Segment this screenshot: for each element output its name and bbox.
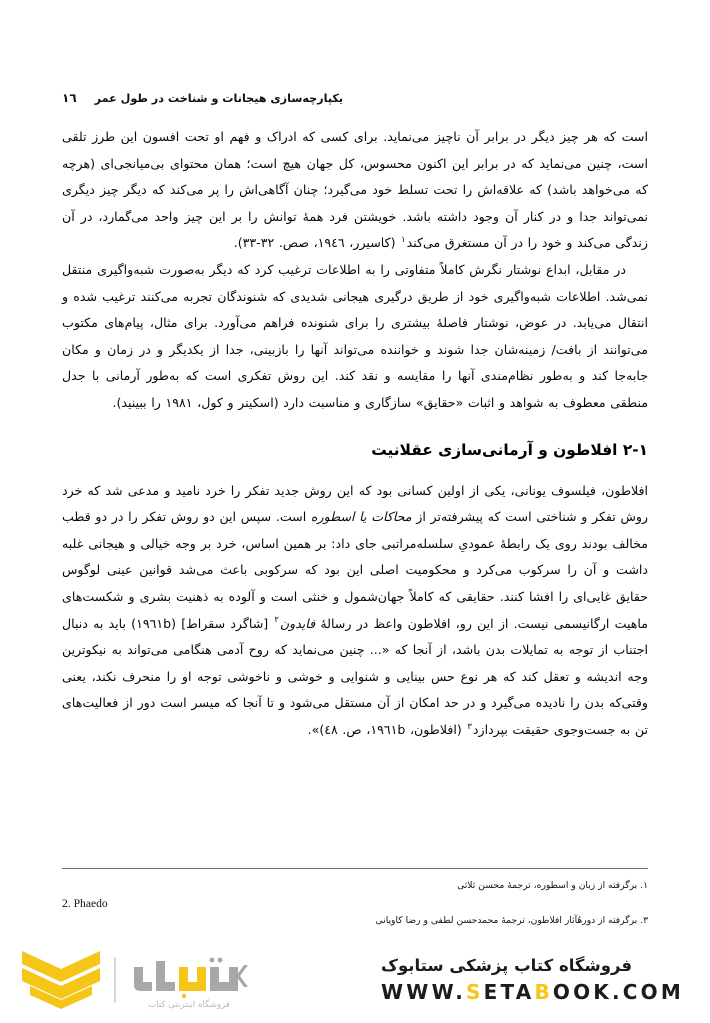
url-part-highlight: B <box>534 980 553 1004</box>
paragraph-3-part-c: [شاگرد سقراط] (۱۹٦۱b) باید به دنبال اجتناب از توجه به تمایلات بدن باشد، از آنجا که «... چنین می‌نماید که روح آدمی هنگامی می‌تواند به نیکوترین وجه اندیشه و تعقل کند که هر نوع حس بینایی و شنوایی و خوشی و ناخوشی توجه او را منحرف نکند، یعنی وقتی‌که بدن را نادیده می‌گیرد و در حد امکان از آن مستقل می‌شود و تا آنجا که میسر است دور از فعالیت‌های تن به جست‌وجوی حقیقت بپردازد <box>62 615 648 737</box>
paragraph-1-text: است که هر چیز دیگر در برابر آن ناچیز می‌نماید. برای کسی که ادراک و فهم او تحت افسون این طرز تلقی است، چنین می‌نماید که در برابر این اکنون محسوس، کل جهان هیچ است؛ همان محتوای بی‌میانجی‌ای (هرچه که می‌خواهد باشد) که علاقه‌اش را تحت تسلط خود می‌گیرد؛ چنان آگاهی‌اش را پر می‌کند که دیگر چیز دیگری نمی‌تواند جدا و در کنار آن وجود داشته باشد. خویشتن فرد همهٔ توانش را بر این چیز واحد می‌گمارد، در آن زندگی می‌کند و خود را در آن مستغرق می‌کند <box>62 129 648 251</box>
footnote-separator <box>62 868 648 869</box>
footnote-1-text: ۱. برگرفته از زبان و اسطوره، ترجمهٔ محسن ثلاثی <box>457 880 648 891</box>
paragraph-2 <box>62 257 648 417</box>
logo-divider <box>114 957 116 1003</box>
paragraph-1 <box>62 124 648 257</box>
work-title-mimesis: محاکات یا اسطوره <box>310 509 412 525</box>
url-part: ETA <box>483 980 535 1004</box>
paragraph-3 <box>62 478 648 744</box>
paragraph-2-text: در مقابل، ابداع نوشتار نگرش کاملاً متفاوتی را به اطلاعات ترغیب کرد که دیگر به‌صورت شبه‌واگیری منتقل نمی‌شد. اطلاعات شبه‌واگیری خود از طریق درگیری هیجانی شدیدی که شنوندگان تجربه می‌کنند ترغیب شده و انتقال می‌یابد. در عوض، نوشتار فاصلهٔ بیشتری را برای شنونده فراهم می‌آورد. برای مثال، پیام‌های مکتوب می‌توانند از بافت/ زمینه‌شان جدا شوند و خواننده می‌تواند آنها را بازبینی، جدا از یکدیگر و در زمان و مکان جابه‌جا کند و به‌طور نظام‌مندی آنها را مقایسه و نقد کند. این روش تفکری است که به‌طور آرمانی با جدل منطقی معطوف به شواهد و اثبات «حقایق» سازگاری و مناسبت دارد (اسکینر و کول، ۱۹۸۱ را ببینید). <box>62 261 648 410</box>
footnote-item <box>62 913 648 930</box>
footnote-area <box>62 868 648 930</box>
footnote-2-text: 2. Phaedo <box>62 897 108 910</box>
running-header <box>62 86 648 110</box>
work-title-phaedo: فایدون <box>279 615 316 631</box>
url-part: OOK.COM <box>552 980 684 1004</box>
logo-caption: فروشگاه اینترنتی کتاب <box>148 999 230 1010</box>
brand-logo-block <box>18 947 252 1013</box>
paragraph-3-citation: (افلاطون، ۱۹٦۱b، ص. ٤۸)». <box>307 721 467 737</box>
footnote-item <box>62 896 648 913</box>
url-part: WWW. <box>381 980 466 1004</box>
paragraph-3-part-b: است. سپس این دو روش تفکر را در دو قطب مخالف بودند روی یک رابطهٔ عمودیِ سلسله‌مراتبی جای داد: بر همین اساس، خرد بر وجه خیالی و هیجانی غلبه داشت و آن را سرکوب می‌کرد و محکومیت اصلی این بود که سرکوبی باعث می‌شد قوانین عینی لوگوس حقایق غایی‌ای را افشا کنند. حقایقی که کاملاً جهان‌شمول و خنثی است و آلوده به ذهنیت بشری و شکست‌های ماهیت ارگانیسمی نیست. از این رو، افلاطون واعظ در رسالهٔ <box>62 509 648 631</box>
setabook-wordmark <box>126 951 252 1010</box>
footer-brand-band <box>0 937 710 1023</box>
paragraph-3-part-a: افلاطون، فیلسوف یونانی، یکی از اولین کسانی بود که این روش جدید تفکر را خرد نامید و مدعی شد که خرد روش تفکر و شناختی است که پیشرفته‌تر از <box>62 482 648 525</box>
url-part-highlight: S <box>466 980 484 1004</box>
footnote-item <box>62 878 648 895</box>
brand-tagline: فروشگاه کتاب پزشکی ستابوک <box>381 956 633 975</box>
footnote-3-text: ۳. برگرفته از دورهٔآثار افلاطون، ترجمهٔ محمدحسن لطفی و رضا کاویانی <box>375 915 648 926</box>
footnote-marker-3[interactable]: ۳ <box>467 720 472 731</box>
footnote-marker-2[interactable]: ۲ <box>274 614 279 625</box>
page-number: ۱٦ <box>62 91 77 105</box>
running-header-title: یکپارچه‌سازی هیجانات و شناخت در طول عمر <box>94 91 344 105</box>
brand-url[interactable] <box>381 980 684 1004</box>
section-heading: ۲-۱ افلاطون و آرمانی‌سازی عقلانیت <box>371 440 648 459</box>
text-column <box>62 124 648 744</box>
brand-text-block <box>373 956 684 1004</box>
paragraph-1-citation: (کاسیرر، ۱۹٤٦، صص. ۳۲-۳۳). <box>233 235 401 251</box>
setabook-chevron-logo-icon <box>18 947 104 1013</box>
footnote-marker-1[interactable]: ۱ <box>401 234 406 245</box>
setabook-wordmark-icon <box>126 951 252 999</box>
